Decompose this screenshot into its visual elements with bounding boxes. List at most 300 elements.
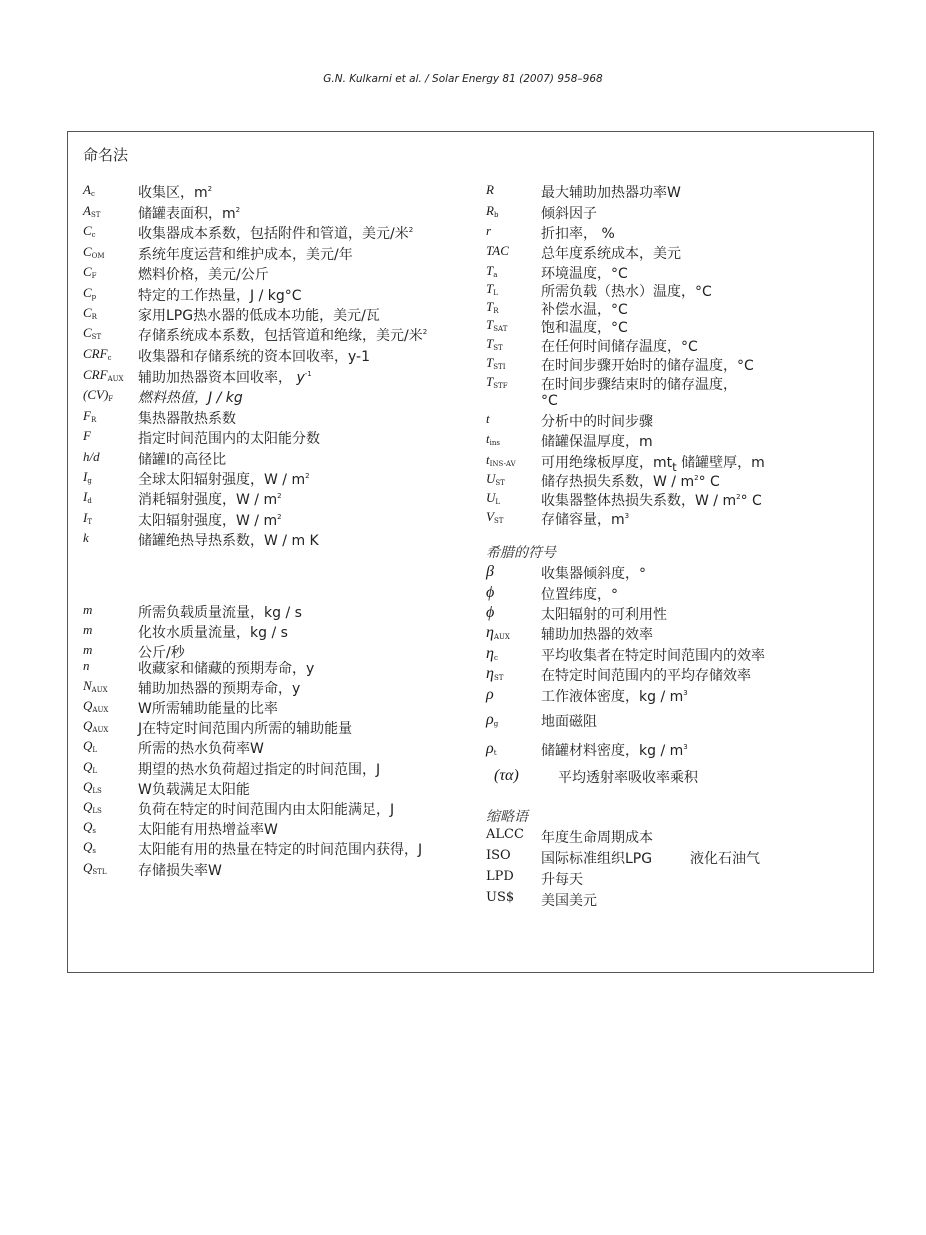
symbol bbox=[486, 740, 497, 758]
symbol bbox=[83, 819, 96, 835]
symbol-letter: η bbox=[486, 624, 494, 641]
definition-text: 可用绝缘板厚度，mt bbox=[541, 455, 673, 471]
definition-text: 所需的热水负荷率W bbox=[138, 741, 264, 757]
definition bbox=[541, 336, 698, 356]
abbreviation: ALCC bbox=[486, 827, 524, 842]
definition bbox=[138, 285, 302, 305]
unit-superscript: 2 bbox=[277, 513, 282, 521]
unit-superscript: 2 bbox=[305, 472, 310, 480]
definition bbox=[541, 411, 653, 431]
definition bbox=[138, 622, 288, 642]
symbol-letter: ϕ bbox=[486, 584, 495, 601]
definition-text: 平均透射率吸收率乘积 bbox=[558, 770, 698, 786]
symbol bbox=[486, 584, 494, 602]
definition-text: 负荷在特定的时间范围内由太阳能满足，J bbox=[138, 802, 395, 818]
definition bbox=[541, 263, 628, 283]
greek-symbols-heading: 希腊的符号 bbox=[486, 545, 556, 561]
symbol-subscript: OM bbox=[91, 252, 105, 260]
symbol-letter: I bbox=[83, 489, 88, 504]
symbol-subscript: c bbox=[91, 231, 96, 239]
symbol-letter: (τα) bbox=[494, 767, 519, 784]
ust-tail: ° C bbox=[698, 474, 720, 490]
definition-text: 期望的热水负荷超过指定的时间范围，J bbox=[138, 762, 381, 778]
symbol bbox=[83, 203, 100, 219]
symbol-subscript: L bbox=[92, 746, 98, 754]
symbol-letter: C bbox=[83, 223, 92, 238]
symbol-letter: η bbox=[486, 665, 494, 682]
definition-text: W负载满足太阳能 bbox=[138, 782, 250, 798]
definition-text: 最大辅助加热器功率W bbox=[541, 185, 681, 201]
symbol-subscript: g bbox=[493, 720, 499, 728]
definition-text: 消耗辐射强度，W / m bbox=[138, 492, 278, 508]
definition bbox=[138, 428, 320, 448]
unit-superscript: 2 bbox=[408, 226, 414, 234]
definition bbox=[138, 346, 370, 366]
definition-text: 储存热损失系数，W / m bbox=[541, 474, 695, 490]
definition-text: 在时间步骤开始时的储存温度，°C bbox=[541, 358, 754, 374]
definition bbox=[138, 738, 264, 758]
definition bbox=[558, 767, 698, 787]
definition-text: 所需负载质量流量，kg / s bbox=[138, 605, 302, 621]
unit-superscript: 2 bbox=[235, 206, 241, 214]
symbol-subscript: AUX bbox=[92, 706, 109, 714]
symbol bbox=[83, 182, 95, 198]
symbol-letter: T bbox=[486, 263, 494, 278]
symbol-letter: I bbox=[83, 510, 88, 525]
symbol-letter: Q bbox=[83, 718, 93, 733]
symbol bbox=[486, 223, 491, 239]
symbol-subscript: L bbox=[493, 289, 498, 297]
definition bbox=[138, 510, 282, 530]
definition-text: 所需负载（热水）温度，°C bbox=[541, 284, 712, 300]
symbol bbox=[486, 624, 510, 642]
symbol bbox=[83, 738, 97, 754]
definition bbox=[138, 678, 300, 698]
symbol-letter: Q bbox=[83, 819, 93, 834]
symbol bbox=[486, 604, 494, 622]
unit-superscript: 3 bbox=[683, 689, 688, 697]
definition-text: 储罐材料密度，kg / m bbox=[541, 743, 684, 759]
iso-extra: 液化石油气 bbox=[690, 851, 760, 867]
symbol-letter: A bbox=[83, 182, 91, 197]
definition bbox=[138, 469, 310, 489]
definition-text: 储罐表面积，m bbox=[138, 206, 236, 222]
definition-text: 收集器和存储系统的资本回收率，y-1 bbox=[138, 349, 370, 365]
symbol-letter: T bbox=[486, 374, 494, 389]
definition-text: 收藏家和储藏的预期寿命，y bbox=[138, 661, 315, 677]
symbol-subscript: ins bbox=[489, 439, 500, 447]
symbol-letter: ρ bbox=[486, 711, 494, 728]
symbol-letter: β bbox=[486, 563, 494, 580]
symbol bbox=[486, 711, 498, 729]
symbol bbox=[486, 665, 503, 683]
definition bbox=[138, 182, 212, 202]
definition-text: 燃料价格，美元/公斤 bbox=[138, 267, 269, 283]
symbol bbox=[486, 471, 505, 487]
definition-text: 辅助加热器的效率 bbox=[541, 627, 653, 643]
nomenclature-title: 命名法 bbox=[83, 146, 129, 164]
symbol-letter: Q bbox=[83, 839, 93, 854]
abbreviation: ISO bbox=[486, 848, 511, 863]
symbol-letter: R bbox=[486, 203, 494, 218]
definition bbox=[138, 223, 413, 243]
symbol bbox=[83, 489, 92, 505]
symbol bbox=[486, 563, 494, 581]
definition bbox=[541, 624, 653, 644]
symbol-subscript: LS bbox=[92, 787, 102, 795]
definition bbox=[138, 530, 319, 550]
symbol bbox=[83, 602, 92, 618]
definition bbox=[541, 223, 615, 243]
definition-text: 收集区，m bbox=[138, 185, 208, 201]
symbol-letter: r bbox=[486, 223, 492, 238]
symbol bbox=[486, 299, 499, 315]
symbol-subscript: d bbox=[87, 497, 92, 505]
definition-text: 全球太阳辐射强度，W / m bbox=[138, 472, 306, 488]
definition-text: 存储容量，m bbox=[541, 512, 625, 528]
symbol-letter: (CV) bbox=[83, 387, 109, 402]
definition bbox=[138, 799, 394, 819]
definition bbox=[138, 449, 226, 469]
definition-text: 存储系统成本系数，包括管道和绝缘，美元/米 bbox=[138, 328, 423, 344]
symbol bbox=[83, 678, 108, 694]
definition-text: 燃料热值，J / kg bbox=[138, 390, 243, 406]
unit-superscript: 2 bbox=[422, 328, 428, 336]
definition bbox=[541, 563, 646, 583]
symbol-subscript: L bbox=[92, 767, 98, 775]
definition-text: 位置纬度，° bbox=[541, 587, 618, 603]
symbol-letter: m bbox=[83, 622, 93, 637]
definition-text: 分析中的时间步骤 bbox=[541, 414, 653, 430]
definition bbox=[541, 317, 628, 337]
definition-text: 太阳辐射强度，W / m bbox=[138, 513, 278, 529]
definition-text: 地面磁阻 bbox=[541, 714, 597, 730]
symbol-letter: V bbox=[486, 509, 494, 524]
symbol bbox=[83, 799, 102, 815]
symbol bbox=[486, 431, 500, 447]
symbol bbox=[486, 509, 503, 525]
symbol-subscript: LS bbox=[92, 807, 102, 815]
definition bbox=[138, 367, 312, 387]
definition bbox=[138, 839, 422, 859]
symbol-subscript: R bbox=[91, 313, 97, 321]
symbol-subscript: ST bbox=[493, 517, 504, 525]
definition-text: 储罐保温厚度，m bbox=[541, 434, 653, 450]
unit-superscript: 2 bbox=[694, 474, 699, 482]
symbol bbox=[83, 325, 101, 341]
symbol-letter: T bbox=[486, 281, 494, 296]
unit-superscript: 2 bbox=[277, 492, 282, 500]
tins-av-tail: 储罐壁厚，m bbox=[681, 455, 765, 471]
definition bbox=[541, 686, 688, 706]
definition-text: 总年度系统成本，美元 bbox=[541, 246, 681, 262]
symbol-letter: C bbox=[83, 244, 92, 259]
definition bbox=[138, 387, 243, 407]
definition bbox=[138, 264, 269, 284]
symbol-letter: Q bbox=[83, 799, 93, 814]
definition bbox=[541, 645, 765, 665]
symbol-subscript: c bbox=[493, 654, 498, 662]
definition bbox=[138, 658, 314, 678]
symbol-letter: T bbox=[486, 355, 494, 370]
symbol-subscript: c bbox=[90, 190, 95, 198]
symbol-letter: Q bbox=[83, 698, 93, 713]
symbol-subscript: ST bbox=[91, 333, 102, 341]
definition-text: 收集器倾斜度，° bbox=[541, 566, 646, 582]
symbol bbox=[83, 223, 96, 239]
definition bbox=[138, 860, 222, 880]
symbol-letter: k bbox=[83, 530, 89, 545]
symbol bbox=[486, 281, 498, 297]
definition bbox=[138, 759, 380, 779]
definition-text: 太阳能有用的热量在特定的时间范围内获得，J bbox=[138, 842, 423, 858]
symbol bbox=[83, 779, 102, 795]
definition bbox=[541, 604, 667, 624]
symbol bbox=[486, 374, 508, 390]
symbol bbox=[83, 305, 97, 321]
definition bbox=[138, 698, 278, 718]
symbol-letter: T bbox=[486, 336, 494, 351]
definition-text: 家用LPG热水器的低成本功能，美元/瓦 bbox=[138, 308, 380, 324]
symbol bbox=[83, 244, 105, 260]
symbol-letter: n bbox=[83, 658, 90, 673]
symbol-subscript: a bbox=[493, 271, 498, 279]
symbol bbox=[83, 367, 124, 383]
symbol-letter: Q bbox=[83, 860, 93, 875]
symbol bbox=[486, 203, 498, 219]
symbol-subscript: AUX bbox=[493, 633, 510, 641]
symbol-letter: h/d bbox=[83, 449, 100, 464]
symbol-letter: A bbox=[83, 203, 91, 218]
symbol bbox=[83, 642, 92, 658]
symbol-letter: F bbox=[83, 408, 91, 423]
symbol-letter: U bbox=[486, 471, 496, 486]
definition bbox=[541, 490, 762, 510]
symbol-subscript: p bbox=[91, 293, 97, 301]
definition-text: 补偿水温，°C bbox=[541, 302, 628, 318]
symbol bbox=[83, 698, 108, 714]
unit-superscript: 2 bbox=[207, 185, 213, 193]
crf-aux-unit-sup: -1 bbox=[304, 370, 312, 378]
definition-text: 平均收集者在特定时间范围内的效率 bbox=[541, 648, 765, 664]
symbol-letter: T bbox=[486, 317, 494, 332]
abbreviation-definition: 国际标准组织LPG bbox=[541, 851, 653, 867]
abbreviation: US$ bbox=[486, 890, 515, 905]
definition bbox=[138, 244, 353, 264]
definition-text: 储罐绝热导热系数，W / m K bbox=[138, 533, 319, 549]
symbol bbox=[494, 767, 519, 785]
symbol bbox=[486, 263, 497, 279]
definition bbox=[138, 779, 250, 799]
symbol-letter: TAC bbox=[486, 243, 509, 258]
symbol-letter: t bbox=[486, 411, 490, 426]
symbol-letter: ϕ bbox=[486, 604, 495, 621]
unit-superscript: 3 bbox=[683, 743, 688, 751]
definition bbox=[138, 718, 352, 738]
definition-text: 倾斜因子 bbox=[541, 206, 597, 222]
symbol bbox=[83, 387, 113, 403]
definition-text: 在时间步骤结束时的储存温度， bbox=[541, 377, 737, 393]
symbol-subscript: ST bbox=[493, 344, 503, 352]
definition bbox=[138, 489, 282, 509]
symbol bbox=[83, 530, 89, 546]
symbol-subscript: R bbox=[493, 307, 499, 315]
symbol-letter: C bbox=[83, 305, 92, 320]
symbol-subscript: ST bbox=[493, 674, 504, 682]
symbol-subscript: g bbox=[87, 477, 92, 485]
symbol-letter: CRF bbox=[83, 367, 108, 382]
definition bbox=[138, 325, 427, 345]
definition-text: W所需辅助能量的比率 bbox=[138, 701, 278, 717]
symbol bbox=[83, 469, 92, 485]
symbol bbox=[83, 285, 96, 301]
definition bbox=[541, 203, 597, 223]
symbol-letter: t bbox=[486, 431, 490, 446]
definition-text: 太阳辐射的可利用性 bbox=[541, 607, 667, 623]
symbol bbox=[83, 759, 97, 775]
definition-text: 工作液体密度，kg / m bbox=[541, 689, 684, 705]
symbol bbox=[486, 243, 509, 259]
symbol bbox=[83, 510, 92, 526]
symbol bbox=[83, 718, 108, 734]
symbol-letter: U bbox=[486, 490, 496, 505]
definition bbox=[138, 408, 236, 428]
ul-tail: ° C bbox=[740, 493, 762, 509]
symbol-subscript: INS-AV bbox=[489, 460, 516, 468]
definition bbox=[138, 819, 278, 839]
definition bbox=[541, 584, 618, 604]
tins-av-sub: t bbox=[672, 459, 677, 474]
symbol-letter: t bbox=[486, 452, 490, 467]
abbreviation: LPD bbox=[486, 869, 514, 884]
symbol bbox=[486, 355, 505, 371]
symbol bbox=[83, 622, 92, 638]
definition bbox=[541, 665, 751, 685]
symbol bbox=[83, 658, 90, 674]
crf-aux-unit: y bbox=[296, 370, 305, 386]
abbreviations-heading: 缩略语 bbox=[486, 809, 528, 825]
definition-text: 储罐I的高径比 bbox=[138, 452, 227, 468]
definition-text: 太阳能有用热增益率W bbox=[138, 822, 278, 838]
symbol-letter: ρ bbox=[486, 686, 494, 703]
symbol-letter: Q bbox=[83, 779, 93, 794]
symbol-letter: ρ bbox=[486, 740, 494, 757]
symbol-letter: Q bbox=[83, 759, 93, 774]
symbol bbox=[486, 411, 490, 427]
definition bbox=[541, 355, 754, 375]
symbol-letter: T bbox=[486, 299, 494, 314]
definition bbox=[541, 243, 681, 263]
abbreviation-definition: 年度生命周期成本 bbox=[541, 830, 653, 846]
symbol-subscript: c bbox=[107, 354, 112, 362]
symbol-letter: C bbox=[83, 285, 92, 300]
definition-text: 指定时间范围内的太阳能分数 bbox=[138, 431, 320, 447]
symbol-letter: m bbox=[83, 642, 93, 657]
symbol bbox=[486, 336, 503, 352]
unit-superscript: 3 bbox=[624, 512, 630, 520]
definition-text: 存储损失率W bbox=[138, 863, 222, 879]
symbol-letter: R bbox=[486, 182, 494, 197]
definition bbox=[138, 305, 380, 325]
definition-text: 化妆水质量流量，kg / s bbox=[138, 625, 288, 641]
symbol-subscript: ST bbox=[495, 479, 505, 487]
abbreviation-definition: 美国美元 bbox=[541, 893, 597, 909]
definition-text: J在特定时间范围内所需的辅助能量 bbox=[138, 721, 353, 737]
definition bbox=[541, 281, 712, 301]
symbol bbox=[83, 428, 91, 444]
definition bbox=[541, 374, 737, 394]
definition bbox=[541, 740, 688, 760]
definition-text: 辅助加热器的预期寿命，y bbox=[138, 681, 301, 697]
definition-text: 集热器散热系数 bbox=[138, 411, 236, 427]
symbol-letter: N bbox=[83, 678, 92, 693]
symbol-subscript: AUX bbox=[92, 726, 109, 734]
definition-text: 收集器整体热损失系数，W / m bbox=[541, 493, 737, 509]
definition-text: 特定的工作热量，J / kg°C bbox=[138, 288, 302, 304]
unit-superscript: 2 bbox=[736, 493, 741, 501]
symbol-subscript: ST bbox=[90, 211, 101, 219]
definition-text: 在任何时间储存温度，°C bbox=[541, 339, 698, 355]
symbol bbox=[83, 408, 96, 424]
definition bbox=[138, 602, 302, 622]
symbol-subscript: STI bbox=[493, 363, 506, 371]
symbol-subscript: F bbox=[108, 395, 114, 403]
definition-text: 环境温度，°C bbox=[541, 266, 628, 282]
symbol bbox=[83, 346, 111, 362]
symbol-letter: CRF bbox=[83, 346, 108, 361]
definition bbox=[541, 471, 720, 491]
symbol-subscript: L bbox=[495, 498, 501, 506]
symbol-subscript: t bbox=[493, 749, 497, 757]
definition bbox=[541, 509, 629, 529]
symbol bbox=[486, 686, 494, 704]
definition-text: 系统年度运营和维护成本，美元/年 bbox=[138, 247, 353, 263]
symbol-subscript: SAT bbox=[493, 325, 508, 333]
running-head: G.N. Kulkarni et al. / Solar Energy 81 (2007) 958–968 bbox=[323, 73, 603, 85]
definition-text: 饱和温度，°C bbox=[541, 320, 628, 336]
definition bbox=[541, 299, 628, 319]
definition-text: 收集器成本系数，包括附件和管道，美元/米 bbox=[138, 226, 409, 242]
symbol bbox=[486, 490, 500, 506]
definition bbox=[541, 431, 653, 451]
definition-text: 公斤/秒 bbox=[138, 645, 185, 661]
symbol-letter: C bbox=[83, 325, 92, 340]
symbol bbox=[83, 264, 97, 280]
symbol-letter: η bbox=[486, 645, 494, 662]
definition-text: 辅助加热器资本回收率， bbox=[138, 370, 292, 386]
symbol-subscript: s bbox=[92, 847, 96, 855]
symbol bbox=[83, 449, 100, 465]
symbol-subscript: STF bbox=[493, 382, 508, 390]
symbol-letter: F bbox=[83, 428, 91, 443]
symbol-letter: m bbox=[83, 602, 93, 617]
symbol-subscript: s bbox=[92, 827, 96, 835]
symbol-letter: Q bbox=[83, 738, 93, 753]
symbol-letter: C bbox=[83, 264, 92, 279]
symbol-subscript: b bbox=[493, 211, 499, 219]
symbol-subscript: STL bbox=[92, 868, 107, 876]
symbol bbox=[486, 182, 494, 198]
symbol bbox=[83, 839, 96, 855]
definition bbox=[541, 182, 681, 202]
definition bbox=[138, 203, 240, 223]
definition-text: 折扣率， % bbox=[541, 226, 615, 242]
abbreviation-definition: 升每天 bbox=[541, 872, 583, 888]
symbol bbox=[83, 860, 107, 876]
symbol-subscript: AUX bbox=[107, 375, 124, 383]
definition-text: 在特定时间范围内的平均存储效率 bbox=[541, 668, 751, 684]
symbol bbox=[486, 645, 498, 663]
